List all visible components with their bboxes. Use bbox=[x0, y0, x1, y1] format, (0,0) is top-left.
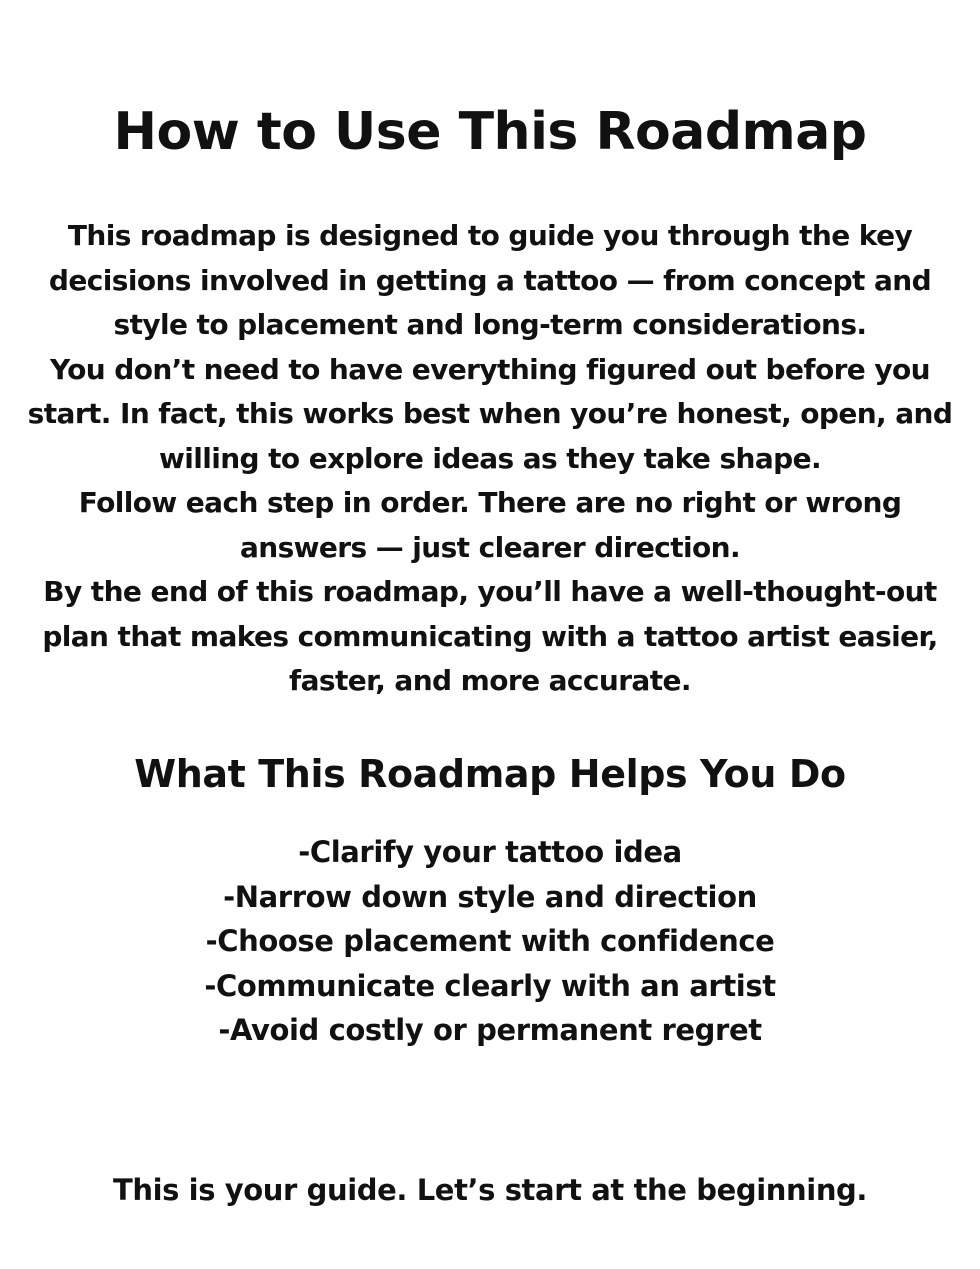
list-item: -Choose placement with confidence bbox=[205, 924, 775, 958]
intro-section bbox=[14, 214, 966, 704]
list-item: -Narrow down style and direction bbox=[223, 879, 757, 914]
intro-paragraph-purpose: This roadmap is designed to guide you through the key decisions involved in getting a tattoo — from concept and style to placement and long-term considerations. bbox=[48, 219, 932, 341]
intro-paragraph-order: Follow each step in order. There are no right or wrong answers — just clearer direction. bbox=[78, 486, 902, 564]
intro-paragraph-readiness: You don’t need to have everything figured out before you start. In fact, this works best when you’re honest, open, and willing to explore ideas as they take shape. bbox=[27, 352, 953, 475]
list-item: -Clarify your tattoo idea bbox=[298, 835, 682, 869]
intro-paragraph-outcome: By the end of this roadmap, you’ll have a well-thought-out plan that makes communicating with a tattoo artist easier, faster, and more accurate. bbox=[42, 575, 938, 697]
list-item: -Avoid costly or permanent regret bbox=[218, 1013, 762, 1047]
closing-line: This is your guide. Let’s start at the beginning. bbox=[112, 1173, 868, 1207]
benefits-list bbox=[0, 830, 980, 1053]
list-item: -Communicate clearly with an artist bbox=[204, 968, 776, 1003]
section-heading: What This Roadmap Helps You Do bbox=[134, 752, 846, 796]
page-title: How to Use This Roadmap bbox=[113, 102, 867, 162]
